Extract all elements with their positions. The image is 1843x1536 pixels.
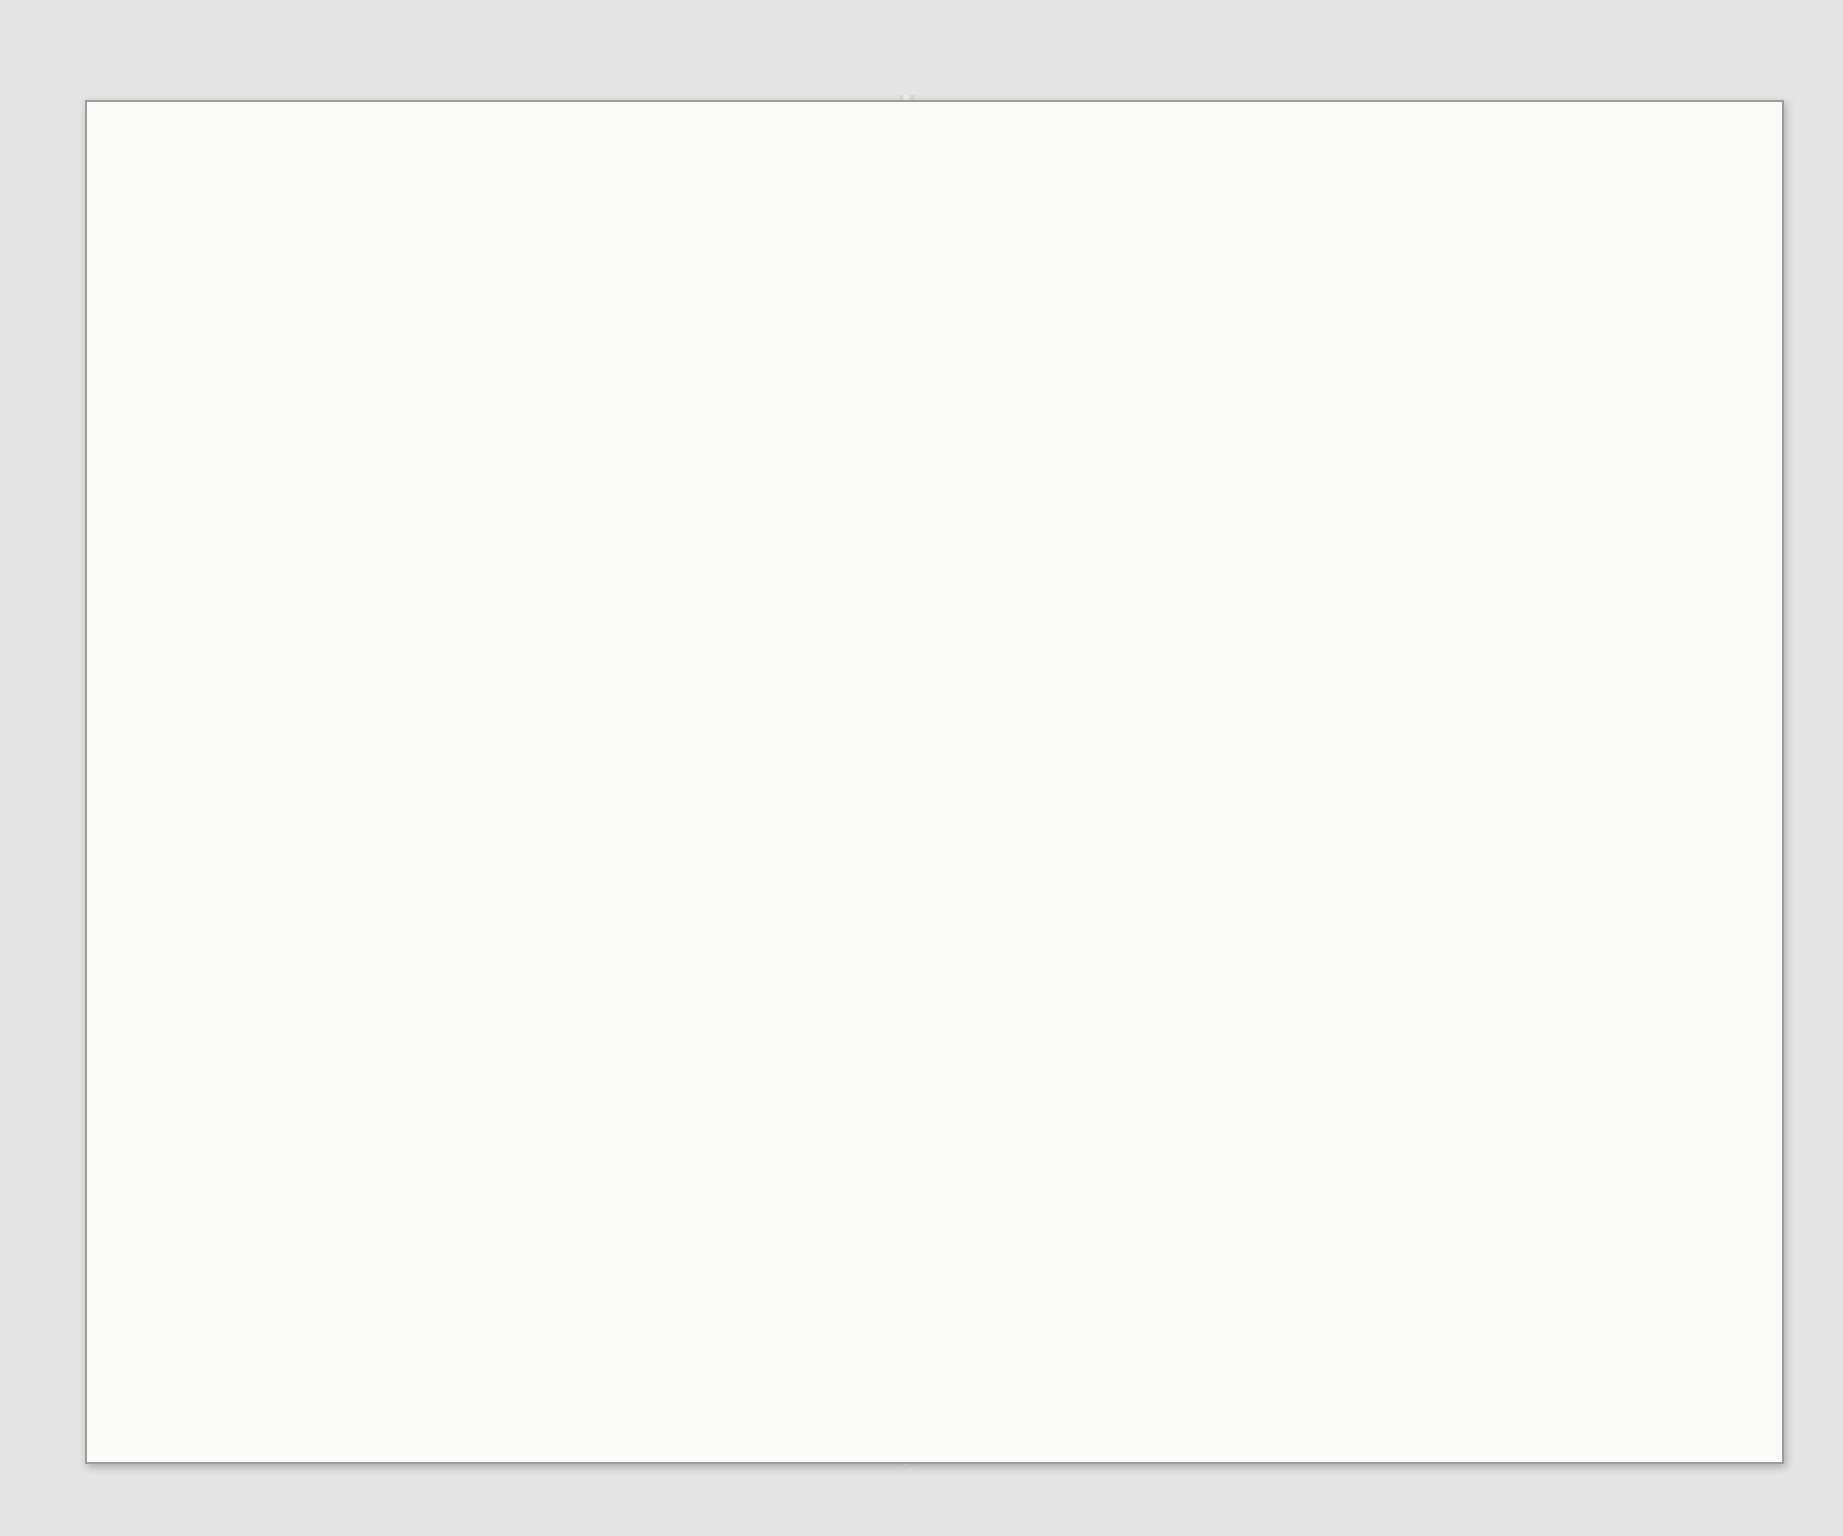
header-disability	[1394, 196, 1460, 358]
header-side-building	[648, 204, 716, 344]
header-person-no	[227, 236, 241, 336]
header-disability-onset	[1462, 196, 1514, 358]
header-marital-status	[842, 196, 902, 358]
header-family-role	[754, 212, 838, 342]
header-birthplace	[1150, 228, 1254, 328]
header-households	[158, 198, 226, 358]
header-religion	[1326, 210, 1392, 360]
header-sex-male	[718, 310, 732, 360]
header-nationality	[1258, 228, 1320, 338]
header-usual-residence	[570, 218, 644, 348]
header-birth-year	[1100, 256, 1144, 296]
header-sex	[718, 200, 750, 296]
header-occupation	[925, 226, 1095, 336]
header-sex-female	[736, 310, 750, 360]
